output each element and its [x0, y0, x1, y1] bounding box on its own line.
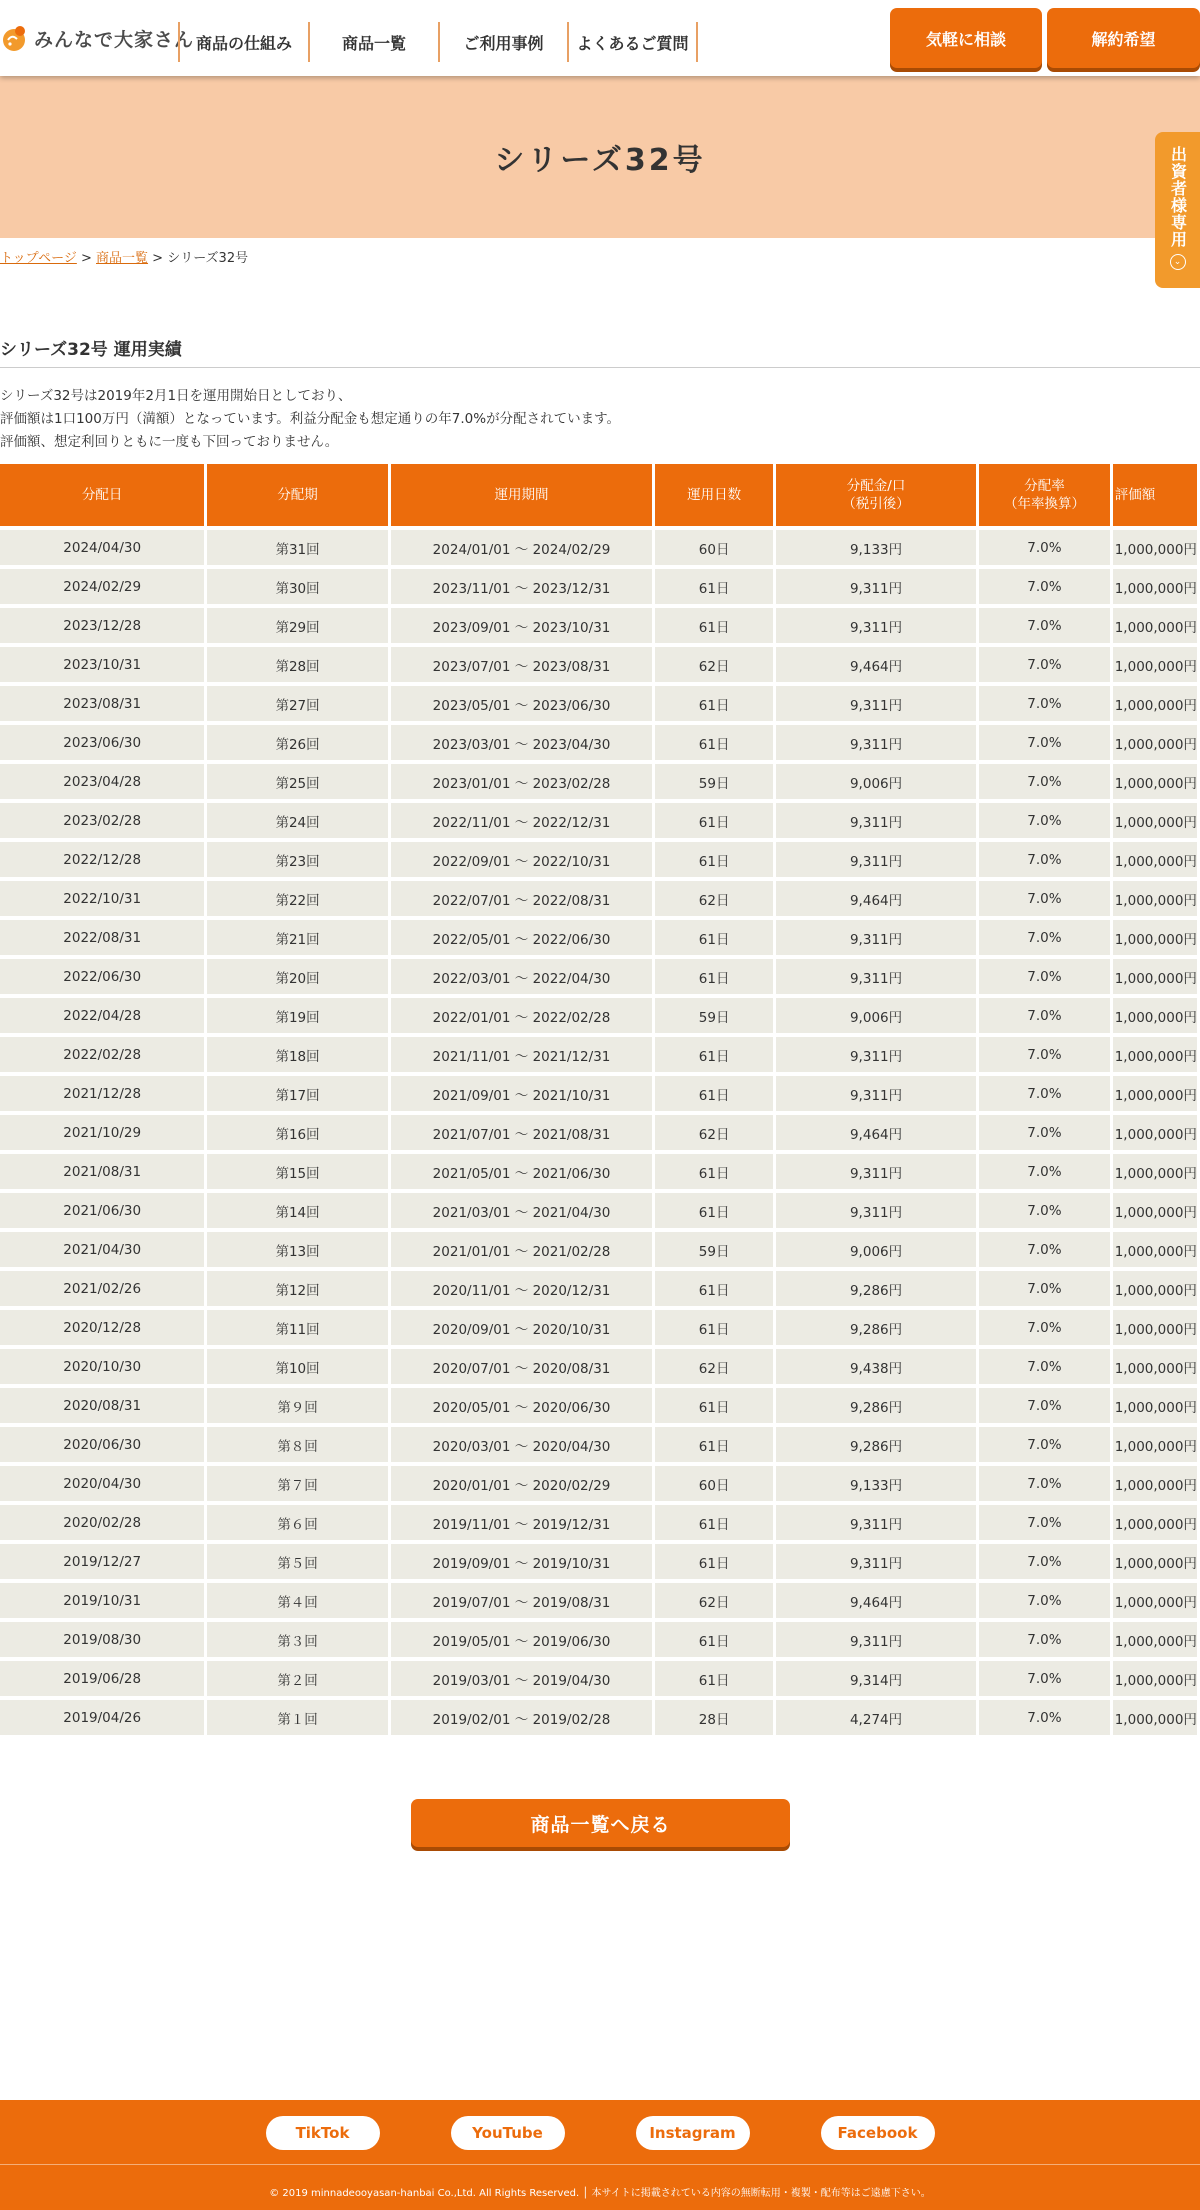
cell-distribution-rate: 7.0%: [979, 1427, 1110, 1466]
cell-distribution-period: 第28回: [207, 647, 387, 686]
cell-operation-period: 2020/11/01 〜 2020/12/31: [391, 1271, 653, 1310]
cell-distribution-amount: 9,133円: [776, 526, 976, 569]
table-row: [0, 1310, 1197, 1349]
page-hero: [0, 76, 1200, 238]
cell-distribution-rate: 7.0%: [979, 764, 1110, 803]
tiktok-link[interactable]: TikTok: [266, 2116, 380, 2150]
cell-distribution-amount: 9,464円: [776, 1583, 976, 1622]
cell-distribution-rate: 7.0%: [979, 1271, 1110, 1310]
cell-operation-period: 2021/07/01 〜 2021/08/31: [391, 1115, 653, 1154]
cell-operation-days: 61日: [655, 725, 773, 764]
cell-operation-days: 62日: [655, 1349, 773, 1388]
table-row: [0, 1661, 1197, 1700]
cell-valuation: 1,000,000円: [1113, 959, 1197, 998]
cell-valuation: 1,000,000円: [1113, 1388, 1197, 1427]
cell-distribution-rate: 7.0%: [979, 1622, 1110, 1661]
cell-operation-period: 2023/11/01 〜 2023/12/31: [391, 569, 653, 608]
cell-distribution-date: 2019/10/31: [0, 1583, 204, 1622]
table-row: [0, 725, 1197, 764]
cell-distribution-date: 2021/06/30: [0, 1193, 204, 1232]
cell-valuation: 1,000,000円: [1113, 1466, 1197, 1505]
cell-distribution-period: 第13回: [207, 1232, 387, 1271]
cell-operation-period: 2021/05/01 〜 2021/06/30: [391, 1154, 653, 1193]
cell-distribution-rate: 7.0%: [979, 1505, 1110, 1544]
cell-valuation: 1,000,000円: [1113, 1700, 1197, 1739]
cell-distribution-amount: 9,438円: [776, 1349, 976, 1388]
consult-button[interactable]: 気軽に相談: [890, 8, 1042, 68]
cell-distribution-date: 2022/02/28: [0, 1037, 204, 1076]
cell-operation-period: 2019/05/01 〜 2019/06/30: [391, 1622, 653, 1661]
cell-distribution-period: 第19回: [207, 998, 387, 1037]
cell-distribution-date: 2020/08/31: [0, 1388, 204, 1427]
cell-distribution-period: 第31回: [207, 526, 387, 569]
header-distribution-period: 分配期: [207, 464, 387, 526]
table-row: [0, 1349, 1197, 1388]
cell-valuation: 1,000,000円: [1113, 764, 1197, 803]
cell-distribution-period: 第24回: [207, 803, 387, 842]
cell-distribution-rate: 7.0%: [979, 1661, 1110, 1700]
cell-distribution-date: 2019/04/26: [0, 1700, 204, 1739]
cell-distribution-period: 第12回: [207, 1271, 387, 1310]
cell-operation-days: 59日: [655, 1232, 773, 1271]
table-row: [0, 998, 1197, 1037]
cell-distribution-period: 第６回: [207, 1505, 387, 1544]
cell-valuation: 1,000,000円: [1113, 1427, 1197, 1466]
cell-operation-days: 62日: [655, 1115, 773, 1154]
cell-distribution-period: 第23回: [207, 842, 387, 881]
table-row: [0, 1466, 1197, 1505]
cell-distribution-rate: 7.0%: [979, 1544, 1110, 1583]
cell-distribution-period: 第26回: [207, 725, 387, 764]
cell-distribution-amount: 9,311円: [776, 569, 976, 608]
breadcrumb-products-link[interactable]: 商品一覧: [96, 251, 149, 266]
cell-distribution-rate: 7.0%: [979, 526, 1110, 569]
cell-distribution-date: 2019/08/30: [0, 1622, 204, 1661]
cell-valuation: 1,000,000円: [1113, 1271, 1197, 1310]
cell-operation-period: 2023/01/01 〜 2023/02/28: [391, 764, 653, 803]
cell-distribution-date: 2023/02/28: [0, 803, 204, 842]
cell-distribution-amount: 9,311円: [776, 920, 976, 959]
cell-operation-period: 2019/11/01 〜 2019/12/31: [391, 1505, 653, 1544]
cell-distribution-date: 2022/04/28: [0, 998, 204, 1037]
header-distribution-amount: 分配金/口 （税引後）: [776, 464, 976, 526]
cell-distribution-rate: 7.0%: [979, 1232, 1110, 1271]
cell-valuation: 1,000,000円: [1113, 608, 1197, 647]
cell-operation-period: 2022/01/01 〜 2022/02/28: [391, 998, 653, 1037]
cell-operation-days: 61日: [655, 1544, 773, 1583]
cell-distribution-date: 2023/12/28: [0, 608, 204, 647]
cell-distribution-period: 第29回: [207, 608, 387, 647]
nav-item-faq[interactable]: よくあるご質問: [567, 22, 698, 62]
cell-distribution-period: 第18回: [207, 1037, 387, 1076]
cell-distribution-rate: 7.0%: [979, 1115, 1110, 1154]
cell-distribution-rate: 7.0%: [979, 608, 1110, 647]
cell-distribution-amount: 9,311円: [776, 842, 976, 881]
cell-valuation: 1,000,000円: [1113, 998, 1197, 1037]
cell-valuation: 1,000,000円: [1113, 1583, 1197, 1622]
cell-distribution-rate: 7.0%: [979, 1349, 1110, 1388]
main-nav: [178, 22, 698, 62]
cell-distribution-period: 第14回: [207, 1193, 387, 1232]
breadcrumb-separator: >: [148, 251, 168, 266]
cell-valuation: 1,000,000円: [1113, 1154, 1197, 1193]
cell-distribution-amount: 9,311円: [776, 1505, 976, 1544]
table-row: [0, 647, 1197, 686]
cell-operation-period: 2020/09/01 〜 2020/10/31: [391, 1310, 653, 1349]
header-distribution-date: 分配日: [0, 464, 204, 526]
cell-operation-days: 60日: [655, 526, 773, 569]
cell-operation-period: 2020/05/01 〜 2020/06/30: [391, 1388, 653, 1427]
social-links: [0, 2100, 1200, 2165]
cell-operation-period: 2023/07/01 〜 2023/08/31: [391, 647, 653, 686]
cell-distribution-date: 2021/10/29: [0, 1115, 204, 1154]
cell-distribution-date: 2021/12/28: [0, 1076, 204, 1115]
cell-distribution-period: 第22回: [207, 881, 387, 920]
logo-icon: [0, 23, 30, 53]
cell-valuation: 1,000,000円: [1113, 842, 1197, 881]
cell-distribution-amount: 9,311円: [776, 959, 976, 998]
cell-operation-days: 61日: [655, 1154, 773, 1193]
cell-distribution-period: 第27回: [207, 686, 387, 725]
cell-valuation: 1,000,000円: [1113, 1193, 1197, 1232]
nav-item-how-it-works[interactable]: 商品の仕組み: [178, 22, 308, 62]
cell-distribution-amount: 9,311円: [776, 1076, 976, 1115]
back-to-products-button[interactable]: 商品一覧へ戻る: [411, 1799, 790, 1847]
cell-valuation: 1,000,000円: [1113, 569, 1197, 608]
cell-distribution-period: 第25回: [207, 764, 387, 803]
cell-valuation: 1,000,000円: [1113, 1661, 1197, 1700]
table-row: [0, 1700, 1197, 1739]
cell-operation-days: 61日: [655, 608, 773, 647]
cell-distribution-date: 2023/06/30: [0, 725, 204, 764]
instagram-link[interactable]: Instagram: [636, 2116, 750, 2150]
youtube-link[interactable]: YouTube: [451, 2116, 565, 2150]
cell-distribution-amount: 9,006円: [776, 1232, 976, 1271]
cell-distribution-amount: 9,311円: [776, 1154, 976, 1193]
cell-distribution-date: 2020/10/30: [0, 1349, 204, 1388]
cell-distribution-rate: 7.0%: [979, 725, 1110, 764]
table-row: [0, 1037, 1197, 1076]
cell-distribution-period: 第11回: [207, 1310, 387, 1349]
cell-distribution-amount: 9,464円: [776, 647, 976, 686]
cell-valuation: 1,000,000円: [1113, 1505, 1197, 1544]
cell-distribution-date: 2020/06/30: [0, 1427, 204, 1466]
cell-distribution-date: 2023/10/31: [0, 647, 204, 686]
cell-distribution-rate: 7.0%: [979, 1310, 1110, 1349]
cell-distribution-date: 2023/08/31: [0, 686, 204, 725]
investor-only-tab[interactable]: [1155, 132, 1200, 288]
cell-distribution-amount: 9,286円: [776, 1388, 976, 1427]
cell-distribution-rate: 7.0%: [979, 881, 1110, 920]
header-operation-days: 運用日数: [655, 464, 773, 526]
table-row: [0, 764, 1197, 803]
cell-distribution-amount: 9,464円: [776, 881, 976, 920]
cell-operation-period: 2021/01/01 〜 2021/02/28: [391, 1232, 653, 1271]
cell-distribution-amount: 9,133円: [776, 1466, 976, 1505]
table-row: [0, 1115, 1197, 1154]
cell-distribution-amount: 9,314円: [776, 1661, 976, 1700]
cell-valuation: 1,000,000円: [1113, 1349, 1197, 1388]
cell-distribution-rate: 7.0%: [979, 569, 1110, 608]
cell-distribution-date: 2021/04/30: [0, 1232, 204, 1271]
breadcrumb-current: シリーズ32号: [167, 251, 249, 266]
cell-operation-period: 2022/09/01 〜 2022/10/31: [391, 842, 653, 881]
cell-operation-period: 2020/01/01 〜 2020/02/29: [391, 1466, 653, 1505]
cell-distribution-amount: 9,286円: [776, 1310, 976, 1349]
cell-distribution-date: 2022/06/30: [0, 959, 204, 998]
cell-distribution-rate: 7.0%: [979, 647, 1110, 686]
facebook-link[interactable]: Facebook: [821, 2116, 935, 2150]
cell-valuation: 1,000,000円: [1113, 920, 1197, 959]
cell-operation-period: 2019/09/01 〜 2019/10/31: [391, 1544, 653, 1583]
back-button-wrap: [0, 1799, 1200, 1847]
cell-operation-period: 2023/05/01 〜 2023/06/30: [391, 686, 653, 725]
cell-distribution-amount: 9,311円: [776, 1037, 976, 1076]
cell-operation-days: 61日: [655, 959, 773, 998]
cell-operation-days: 61日: [655, 1388, 773, 1427]
cell-valuation: 1,000,000円: [1113, 1232, 1197, 1271]
cell-distribution-rate: 7.0%: [979, 998, 1110, 1037]
intro-line: 評価額は1口100万円（満額）となっています。利益分配金も想定通りの年7.0%が分配されています。: [0, 411, 620, 427]
cell-valuation: 1,000,000円: [1113, 1544, 1197, 1583]
cell-distribution-amount: 9,006円: [776, 764, 976, 803]
nav-item-products[interactable]: 商品一覧: [308, 22, 438, 62]
cell-operation-period: 2021/09/01 〜 2021/10/31: [391, 1076, 653, 1115]
intro-line: 評価額、想定利回りともに一度も下回っておりません。: [0, 434, 339, 450]
cell-distribution-period: 第４回: [207, 1583, 387, 1622]
table-row: [0, 920, 1197, 959]
cell-distribution-period: 第10回: [207, 1349, 387, 1388]
copyright-text: © 2019 minnadeooyasan-hanbai Co.,Ltd. All Rights Reserved. │ 本サイトに掲載されている内容の無断転用・複製・配布等はご遠慮下さい。: [269, 2188, 931, 2199]
cell-distribution-date: 2023/04/28: [0, 764, 204, 803]
cell-distribution-amount: 9,311円: [776, 1193, 976, 1232]
performance-table: [0, 464, 1200, 1739]
cell-valuation: 1,000,000円: [1113, 526, 1197, 569]
cell-operation-period: 2022/07/01 〜 2022/08/31: [391, 881, 653, 920]
table-row: [0, 842, 1197, 881]
cell-distribution-date: 2020/12/28: [0, 1310, 204, 1349]
cell-distribution-amount: 9,286円: [776, 1271, 976, 1310]
table-row: [0, 686, 1197, 725]
cell-distribution-rate: 7.0%: [979, 842, 1110, 881]
page-title: シリーズ32号: [494, 143, 706, 178]
intro-line: シリーズ32号は2019年2月1日を運用開始日としており、: [0, 388, 352, 404]
cell-distribution-date: 2020/04/30: [0, 1466, 204, 1505]
site-logo[interactable]: [0, 21, 194, 55]
cell-distribution-rate: 7.0%: [979, 1154, 1110, 1193]
table-row: [0, 1388, 1197, 1427]
table-row: [0, 1505, 1197, 1544]
cell-valuation: 1,000,000円: [1113, 803, 1197, 842]
cell-distribution-rate: 7.0%: [979, 1388, 1110, 1427]
cell-distribution-period: 第15回: [207, 1154, 387, 1193]
cell-distribution-period: 第16回: [207, 1115, 387, 1154]
table-row: [0, 608, 1197, 647]
cell-distribution-rate: 7.0%: [979, 1466, 1110, 1505]
cell-distribution-date: 2022/08/31: [0, 920, 204, 959]
chevron-down-icon: ⌄: [1170, 254, 1186, 270]
table-row: [0, 1427, 1197, 1466]
cell-distribution-amount: 9,006円: [776, 998, 976, 1037]
cell-operation-days: 61日: [655, 569, 773, 608]
investor-only-label: 出資者様専用: [1168, 146, 1188, 248]
cell-operation-days: 61日: [655, 803, 773, 842]
table-body: [0, 526, 1197, 1739]
cell-distribution-date: 2020/02/28: [0, 1505, 204, 1544]
header-distribution-rate: 分配率 （年率換算）: [979, 464, 1110, 526]
cell-operation-period: 2023/03/01 〜 2023/04/30: [391, 725, 653, 764]
table-row: [0, 1583, 1197, 1622]
site-footer: [0, 2100, 1200, 2210]
cell-distribution-amount: 9,286円: [776, 1427, 976, 1466]
section-title: シリーズ32号 運用実績: [0, 335, 1200, 368]
cell-valuation: 1,000,000円: [1113, 686, 1197, 725]
cell-operation-period: 2022/11/01 〜 2022/12/31: [391, 803, 653, 842]
cell-distribution-rate: 7.0%: [979, 803, 1110, 842]
cell-operation-period: 2019/07/01 〜 2019/08/31: [391, 1583, 653, 1622]
cell-operation-days: 61日: [655, 1622, 773, 1661]
cell-distribution-rate: 7.0%: [979, 1583, 1110, 1622]
cell-distribution-period: 第21回: [207, 920, 387, 959]
cell-operation-days: 61日: [655, 1193, 773, 1232]
cell-operation-days: 61日: [655, 1271, 773, 1310]
table-row: [0, 1193, 1197, 1232]
cell-operation-period: 2022/03/01 〜 2022/04/30: [391, 959, 653, 998]
cell-distribution-rate: 7.0%: [979, 686, 1110, 725]
cell-operation-days: 61日: [655, 1661, 773, 1700]
cell-valuation: 1,000,000円: [1113, 647, 1197, 686]
header-valuation: 評価額: [1113, 464, 1197, 526]
cell-operation-days: 62日: [655, 1583, 773, 1622]
table-row: [0, 803, 1197, 842]
cell-operation-period: 2019/03/01 〜 2019/04/30: [391, 1661, 653, 1700]
cell-distribution-period: 第２回: [207, 1661, 387, 1700]
cell-distribution-rate: 7.0%: [979, 1193, 1110, 1232]
cell-operation-period: 2023/09/01 〜 2023/10/31: [391, 608, 653, 647]
cell-valuation: 1,000,000円: [1113, 1115, 1197, 1154]
cell-operation-period: 2019/02/01 〜 2019/02/28: [391, 1700, 653, 1739]
cell-distribution-period: 第３回: [207, 1622, 387, 1661]
cell-distribution-amount: 9,311円: [776, 1622, 976, 1661]
cell-distribution-period: 第20回: [207, 959, 387, 998]
cell-operation-period: 2022/05/01 〜 2022/06/30: [391, 920, 653, 959]
cell-distribution-rate: 7.0%: [979, 920, 1110, 959]
cell-distribution-period: 第30回: [207, 569, 387, 608]
cell-valuation: 1,000,000円: [1113, 725, 1197, 764]
logo-text: みんなで大家さん: [34, 28, 195, 51]
table-row: [0, 526, 1197, 569]
cell-distribution-period: 第１回: [207, 1700, 387, 1739]
cell-operation-period: 2024/01/01 〜 2024/02/29: [391, 526, 653, 569]
intro-text: [0, 385, 1200, 454]
table-row: [0, 1622, 1197, 1661]
breadcrumb: [0, 247, 1200, 267]
cell-distribution-date: 2019/06/28: [0, 1661, 204, 1700]
cell-distribution-period: 第８回: [207, 1427, 387, 1466]
table-row: [0, 1271, 1197, 1310]
cell-operation-days: 62日: [655, 881, 773, 920]
cell-operation-days: 62日: [655, 647, 773, 686]
table-row: [0, 1076, 1197, 1115]
cell-distribution-rate: 7.0%: [979, 959, 1110, 998]
cell-operation-period: 2020/03/01 〜 2020/04/30: [391, 1427, 653, 1466]
cell-distribution-amount: 9,311円: [776, 686, 976, 725]
cell-operation-days: 61日: [655, 1076, 773, 1115]
cell-distribution-amount: 9,464円: [776, 1115, 976, 1154]
cell-distribution-date: 2019/12/27: [0, 1544, 204, 1583]
cell-distribution-amount: 9,311円: [776, 725, 976, 764]
table-header-row: [0, 464, 1197, 526]
cell-operation-period: 2020/07/01 〜 2020/08/31: [391, 1349, 653, 1388]
cell-distribution-period: 第７回: [207, 1466, 387, 1505]
table-row: [0, 569, 1197, 608]
header-operation-period: 運用期間: [391, 464, 653, 526]
cell-distribution-period: 第９回: [207, 1388, 387, 1427]
cell-distribution-rate: 7.0%: [979, 1700, 1110, 1739]
cell-distribution-date: 2024/02/29: [0, 569, 204, 608]
cell-valuation: 1,000,000円: [1113, 881, 1197, 920]
cell-distribution-date: 2021/02/26: [0, 1271, 204, 1310]
cell-operation-days: 61日: [655, 686, 773, 725]
cell-distribution-rate: 7.0%: [979, 1076, 1110, 1115]
cell-operation-days: 60日: [655, 1466, 773, 1505]
cell-distribution-amount: 9,311円: [776, 608, 976, 647]
table-row: [0, 959, 1197, 998]
cell-operation-days: 61日: [655, 1427, 773, 1466]
breadcrumb-top-link[interactable]: トップページ: [0, 251, 77, 266]
cell-operation-period: 2021/03/01 〜 2021/04/30: [391, 1193, 653, 1232]
cell-distribution-date: 2021/08/31: [0, 1154, 204, 1193]
cell-valuation: 1,000,000円: [1113, 1037, 1197, 1076]
cell-operation-days: 59日: [655, 764, 773, 803]
cell-valuation: 1,000,000円: [1113, 1076, 1197, 1115]
table-row: [0, 881, 1197, 920]
cell-operation-days: 61日: [655, 1037, 773, 1076]
cancel-contract-button[interactable]: 解約希望: [1047, 8, 1200, 68]
cell-distribution-amount: 9,311円: [776, 803, 976, 842]
cell-distribution-period: 第17回: [207, 1076, 387, 1115]
site-header: [0, 0, 1200, 76]
cell-operation-period: 2021/11/01 〜 2021/12/31: [391, 1037, 653, 1076]
cell-operation-days: 59日: [655, 998, 773, 1037]
cell-distribution-amount: 4,274円: [776, 1700, 976, 1739]
cell-distribution-amount: 9,311円: [776, 1544, 976, 1583]
cell-valuation: 1,000,000円: [1113, 1310, 1197, 1349]
cell-distribution-date: 2024/04/30: [0, 526, 204, 569]
cell-distribution-date: 2022/12/28: [0, 842, 204, 881]
nav-item-case-studies[interactable]: ご利用事例: [438, 22, 567, 62]
cell-operation-days: 28日: [655, 1700, 773, 1739]
table-row: [0, 1154, 1197, 1193]
cell-distribution-period: 第５回: [207, 1544, 387, 1583]
cell-operation-days: 61日: [655, 1505, 773, 1544]
cell-valuation: 1,000,000円: [1113, 1622, 1197, 1661]
table-row: [0, 1544, 1197, 1583]
table-row: [0, 1232, 1197, 1271]
breadcrumb-separator: >: [76, 251, 97, 266]
cell-operation-days: 61日: [655, 842, 773, 881]
cell-operation-days: 61日: [655, 1310, 773, 1349]
cell-distribution-date: 2022/10/31: [0, 881, 204, 920]
cell-distribution-rate: 7.0%: [979, 1037, 1110, 1076]
cell-operation-days: 61日: [655, 920, 773, 959]
